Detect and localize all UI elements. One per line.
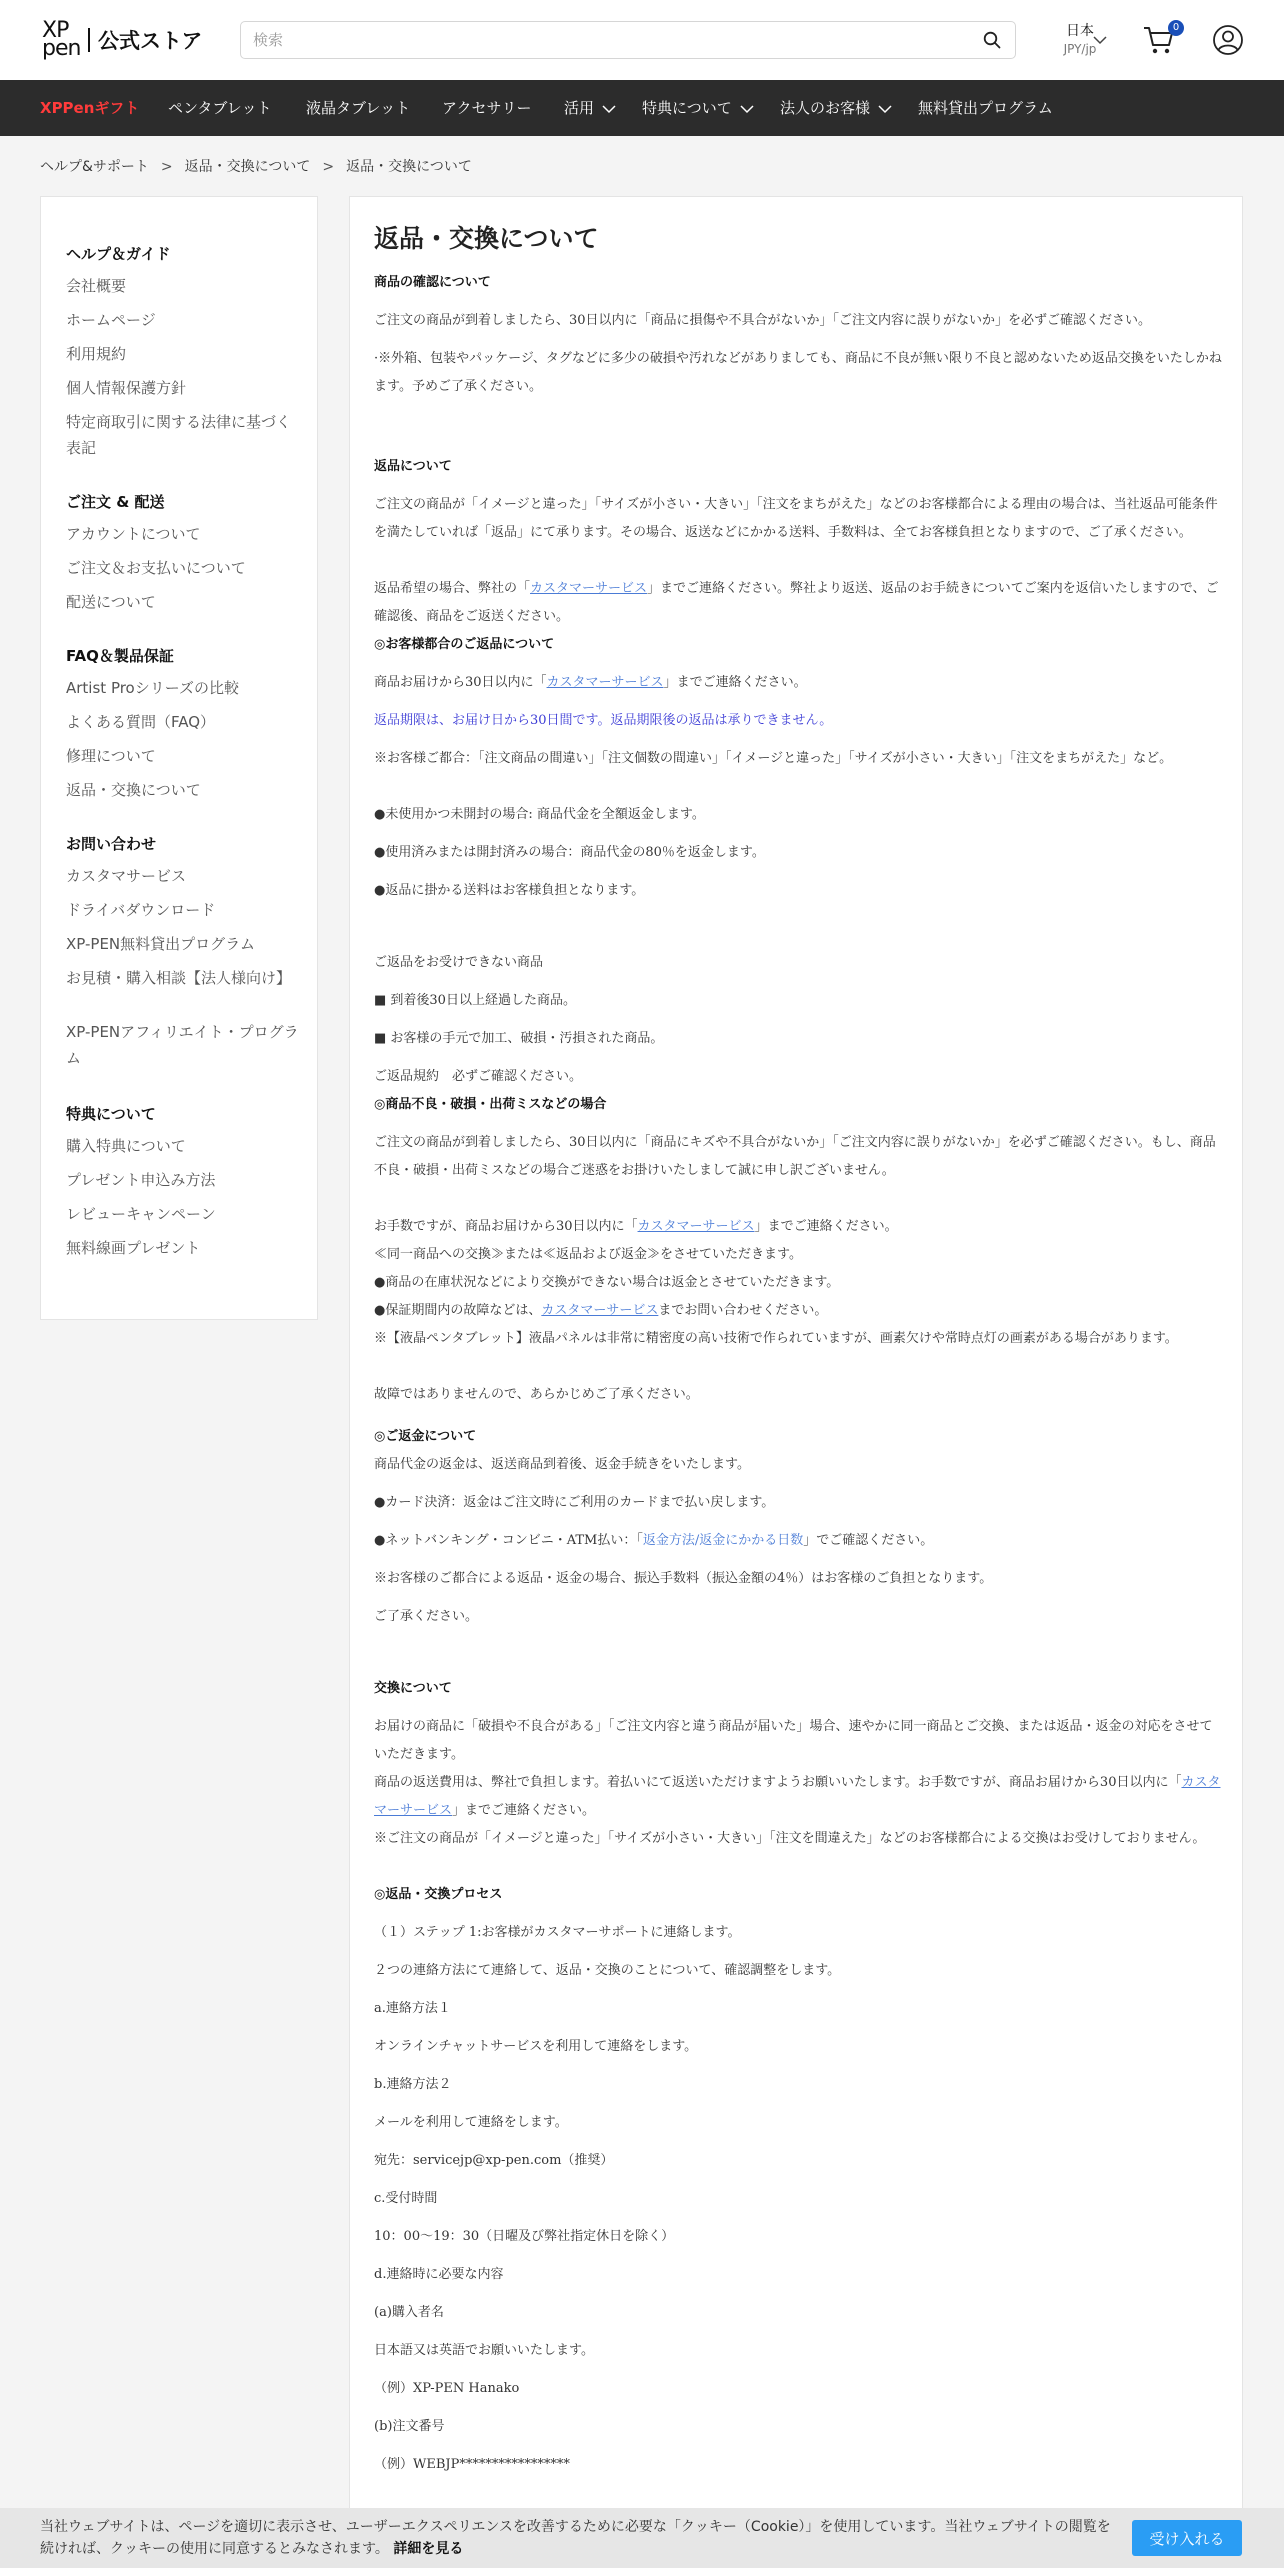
sidebar-item[interactable]: 修理について [66, 747, 156, 765]
search-icon[interactable] [981, 29, 1003, 51]
paragraph: （１）ステップ 1:お客様がカスタマーサポートに連絡します。 [374, 1925, 741, 1940]
paragraph: ご注文の商品が「イメージと違った」「サイズが小さい・大きい」「注文をまちがえた」などのお客様都合による理由の場合は、当社返品可能条件を満たしていれば「返品」にて承ります。その場合、返送などにかかる送料、手数料は、全てお客様負担となりますので、ご了承ください。 [374, 497, 1218, 540]
paragraph: ご返品規約 必ずご確認ください。 [374, 1069, 583, 1084]
paragraph: ●商品の在庫状況などにより交換ができない場合は返金とさせていただきます。 [374, 1275, 840, 1290]
sidebar-section-title: ご注文 & 配送 [66, 493, 165, 511]
breadcrumb [40, 156, 472, 176]
paragraph: ご注文の商品が到着しましたら、30日以内に「商品にキズや不具合がないか」「ご注文内容に誤りがないか」を必ずご確認ください。もし、商品不良・破損・出荷ミスなどの場合ご迷惑をお掛けいたしまして誠に申し訳ございません。 [374, 1135, 1216, 1178]
sidebar-item[interactable]: アカウントについて [66, 525, 201, 543]
paragraph: 商品の返送費用は、弊社で負担します。着払いにて返送いただけますようお願いいたします。お手数ですが、商品お届けから30日以内に「カスタマーサービス」までご連絡ください。 [374, 1775, 1221, 1818]
customer-service-link[interactable]: カスタマーサービス [637, 1219, 755, 1234]
search-input[interactable] [253, 31, 981, 49]
paragraph: (a)購入者名 [374, 2305, 444, 2320]
customer-service-link[interactable]: カスタマーサービス [541, 1303, 659, 1318]
return-deadline-notice: 返品期限は、お届け日から30日間です。返品期限後の返品は承りできません。 [374, 713, 833, 728]
section-heading: 返品について [374, 459, 452, 474]
chevron-down-icon [740, 81, 754, 137]
section-heading: 商品の確認について [374, 275, 491, 290]
chevron-down-icon [602, 81, 616, 137]
sidebar-item[interactable]: レビューキャンペーン [66, 1205, 216, 1223]
sidebar-item[interactable]: 配送について [66, 593, 156, 611]
paragraph: ご注文の商品が到着しましたら、30日以内に「商品に損傷や不具合がないか」「ご注文内容に誤りがないか」を必ずご確認ください。 [374, 313, 1152, 328]
paragraph: 商品代金の返金は、返送商品到着後、返金手続きをいたします。 [374, 1457, 750, 1472]
sidebar-section-title: 特典について [66, 1105, 156, 1123]
sidebar-section-title: ヘルプ＆ガイド [66, 245, 171, 263]
paragraph: ※お客様ご都合：「注文商品の間違い」「注文個数の間違い」「イメージと違った」「サイズが小さい・大きい」「注文をまちがえた」など。 [374, 751, 1173, 766]
cookie-banner [0, 2508, 1284, 2568]
subsection-heading: ◎ご返金について [374, 1429, 477, 1444]
sidebar-item[interactable]: お見積・購入相談【法人様向け】 [66, 969, 292, 987]
cookie-notice: 当社ウェブサイトは、ページを適切に表示させ、ユーザーエクスペリエンスを改善するために必要な「クッキー（Cookie）」を使用しています。当社ウェブサイトの閲覧を続ければ、クッキーの使用に同意するとみなされます。 詳細を見る [40, 2519, 1111, 2557]
paragraph: ２つの連絡方法にて連絡して、返品・交換のことについて、確認調整をします。 [374, 1963, 841, 1978]
paragraph: オンラインチャットサービスを利用して連絡をします。 [374, 2039, 698, 2054]
paragraph: c.受付時間 [374, 2191, 438, 2206]
section-heading: 交換について [374, 1681, 452, 1696]
paragraph: 商品お届けから30日以内に「カスタマーサービス」までご連絡ください。 [374, 675, 807, 690]
sidebar-item[interactable]: よくある質問（FAQ） [66, 713, 216, 731]
sidebar-item[interactable]: カスタマサービス [66, 867, 187, 885]
chevron-down-icon [878, 81, 892, 137]
cookie-details-link[interactable]: 詳細を見る [393, 2541, 464, 2557]
logo[interactable] [42, 18, 202, 62]
user-icon[interactable] [1212, 24, 1244, 56]
subsection-heading: ◎返品・交換プロセス [374, 1887, 503, 1902]
paragraph: ご了承ください。 [374, 1609, 479, 1624]
region-currency: JPY/jp [1063, 42, 1097, 56]
paragraph: 10：00～19：30（日曜及び弊社指定休日を除く） [374, 2229, 675, 2244]
customer-service-link[interactable]: カスタマーサービス [374, 1775, 1221, 1818]
nav-item-display-tablet[interactable]: 液晶タブレット [306, 99, 411, 117]
paragraph: d.連絡時に必要な内容 [374, 2267, 504, 2282]
paragraph: ●未使用かつ未開封の場合: 商品代金を全額返金します。 [374, 807, 705, 822]
paragraph: 返品希望の場合、弊社の「カスタマーサービス」までご連絡ください。弊社より返送、返品のお手続きについてご案内を返信いたしますので、ご確認後、商品をご返送ください。 [374, 581, 1219, 624]
subsection-heading: ◎お客様都合のご返品について [374, 637, 555, 652]
paragraph: 日本語又は英語でお願いいたします。 [374, 2343, 594, 2358]
sidebar-item[interactable]: 購入特典について [66, 1137, 186, 1155]
breadcrumb-separator: > [322, 159, 335, 175]
refund-method-link[interactable]: 返金方法/返金にかかる日数 [642, 1533, 804, 1548]
breadcrumb-current: 返品・交換について [346, 159, 472, 175]
top-header [0, 0, 1284, 80]
paragraph: (b)注文番号 [374, 2419, 445, 2434]
paragraph: ●使用済みまたは開封済みの場合：商品代金の80％を返金します。 [374, 845, 765, 860]
logo-text: 公式ストア [98, 29, 203, 53]
sidebar-item[interactable]: 会社概要 [66, 277, 127, 295]
nav-item-free-loan[interactable]: 無料貸出プログラム [918, 99, 1053, 117]
sidebar-section-title: お問い合わせ [66, 835, 157, 853]
search-bar [240, 21, 1016, 59]
sidebar-item[interactable]: 無料線画プレゼント [66, 1239, 201, 1257]
sidebar-item[interactable]: ホームページ [66, 311, 156, 329]
paragraph: （例）XP-PEN Hanako [374, 2381, 520, 2396]
logo-mark: XP pen [42, 18, 81, 61]
breadcrumb-separator: > [160, 159, 173, 175]
paragraph: ·※外箱、包装やパッケージ、タグなどに多少の破損や汚れなどがありましても、商品に不良が無い限り不良と認めないため返品交換をいたしかねます。予めご了承ください。 [374, 351, 1222, 394]
paragraph: ●カード決済：返金はご注文時にご利用のカードまで払い戻します。 [374, 1495, 775, 1510]
paragraph: ■ お客様の手元で加工、破損・汚損された商品。 [374, 1031, 664, 1046]
logo-divider [88, 28, 90, 52]
region-name: 日本 [1066, 23, 1094, 39]
paragraph: ※【液晶ペンタブレット】液晶パネルは非常に精密度の高い技術で作られていますが、画素欠けや常時点灯の画素がある場合があります。 [374, 1331, 1178, 1346]
nav-item-pen-tablet[interactable]: ペンタブレット [168, 99, 272, 117]
paragraph: 宛先：servicejp@xp-pen.com（推奨） [374, 2153, 614, 2168]
sidebar-item[interactable]: ご注文＆お支払いについて [66, 559, 246, 577]
help-sidebar [40, 196, 318, 1320]
sidebar-item[interactable]: Artist Proシリーズの比較 [66, 679, 239, 697]
paragraph: ●ネットバンキング・コンビニ・ATM払い：「返金方法/返金にかかる日数」でご確認ください。 [374, 1533, 934, 1548]
cart-count-badge: 0 [1168, 20, 1184, 36]
paragraph: ※お客様のご都合による返品・返金の場合、振込手数料（振込金額の4％）はお客様のご負担となります。 [374, 1571, 993, 1586]
paragraph: （例）WEBJP***************** [374, 2457, 570, 2472]
nav-item-gift[interactable]: XPPenギフト [40, 99, 140, 117]
breadcrumb-item[interactable]: ヘルプ&サポート [40, 159, 149, 175]
paragraph: お届けの商品に「破損や不良合がある」「ご注文内容と違う商品が届いた」場合、速やかに同一商品とご交換、または返品・返金の対応をさせていただきます。 [374, 1719, 1213, 1762]
paragraph: お手数ですが、商品お届けから30日以内に「カスタマーサービス」までご連絡ください。 [374, 1219, 898, 1234]
paragraph: b.連絡方法２ [374, 2077, 452, 2092]
page-title: 返品・交換について [374, 224, 599, 253]
accept-cookies-button[interactable]: 受け入れる [1132, 2520, 1242, 2556]
sidebar-item[interactable]: 返品・交換について [66, 781, 201, 799]
sidebar-item[interactable]: XP-PEN無料貸出プログラム [66, 935, 255, 953]
sidebar-section-title: FAQ＆製品保証 [66, 647, 174, 665]
sidebar-item[interactable]: XP-PENアフィリエイト・プログラム [66, 1023, 299, 1067]
paragraph: a.連絡方法１ [374, 2001, 451, 2016]
breadcrumb-item[interactable]: 返品・交換について [184, 159, 311, 175]
chevron-down-icon[interactable] [1093, 30, 1107, 49]
nav-item-usage[interactable]: 活用 [564, 80, 616, 136]
sidebar-item[interactable]: 利用規約 [66, 345, 127, 363]
nav-item-accessories[interactable]: アクセサリー [442, 99, 532, 117]
sidebar-item[interactable]: 特定商取引に関する法律に基づく表記 [66, 413, 292, 457]
sidebar-item[interactable]: ドライバダウンロード [66, 901, 216, 919]
paragraph: 故障ではありませんので、あらかじめご了承ください。 [374, 1387, 699, 1402]
paragraph: ご返品をお受けできない商品 [374, 955, 544, 970]
paragraph: ●返品に掛かる送料はお客様負担となります。 [374, 883, 645, 898]
paragraph: メールを利用して連絡をします。 [374, 2115, 568, 2130]
nav-item-business[interactable]: 法人のお客様 [780, 80, 892, 136]
paragraph: ■ 到着後30日以上経過した商品。 [374, 993, 576, 1008]
sidebar-item[interactable]: プレゼント申込み方法 [66, 1171, 216, 1189]
nav-item-benefits[interactable]: 特典について [642, 80, 754, 136]
sidebar-item[interactable]: 個人情報保護方針 [66, 379, 187, 397]
customer-service-link[interactable]: カスタマーサービス [546, 675, 664, 690]
subsection-heading: ◎商品不良・破損・出荷ミスなどの場合 [374, 1097, 607, 1112]
article-content [349, 196, 1243, 2568]
paragraph: ※ご注文の商品が「イメージと違った」「サイズが小さい・大きい」「注文を間違えた」などのお客様都合による交換はお受けしておりません。 [374, 1831, 1206, 1846]
customer-service-link[interactable]: カスタマーサービス [530, 581, 648, 596]
paragraph: ●保証期間内の故障などは、カスタマーサービスまでお問い合わせください。 [374, 1303, 828, 1318]
main-nav [0, 80, 1284, 136]
paragraph: ≪同一商品への交換≫または≪返品および返金≫をさせていただきます。 [374, 1247, 802, 1262]
